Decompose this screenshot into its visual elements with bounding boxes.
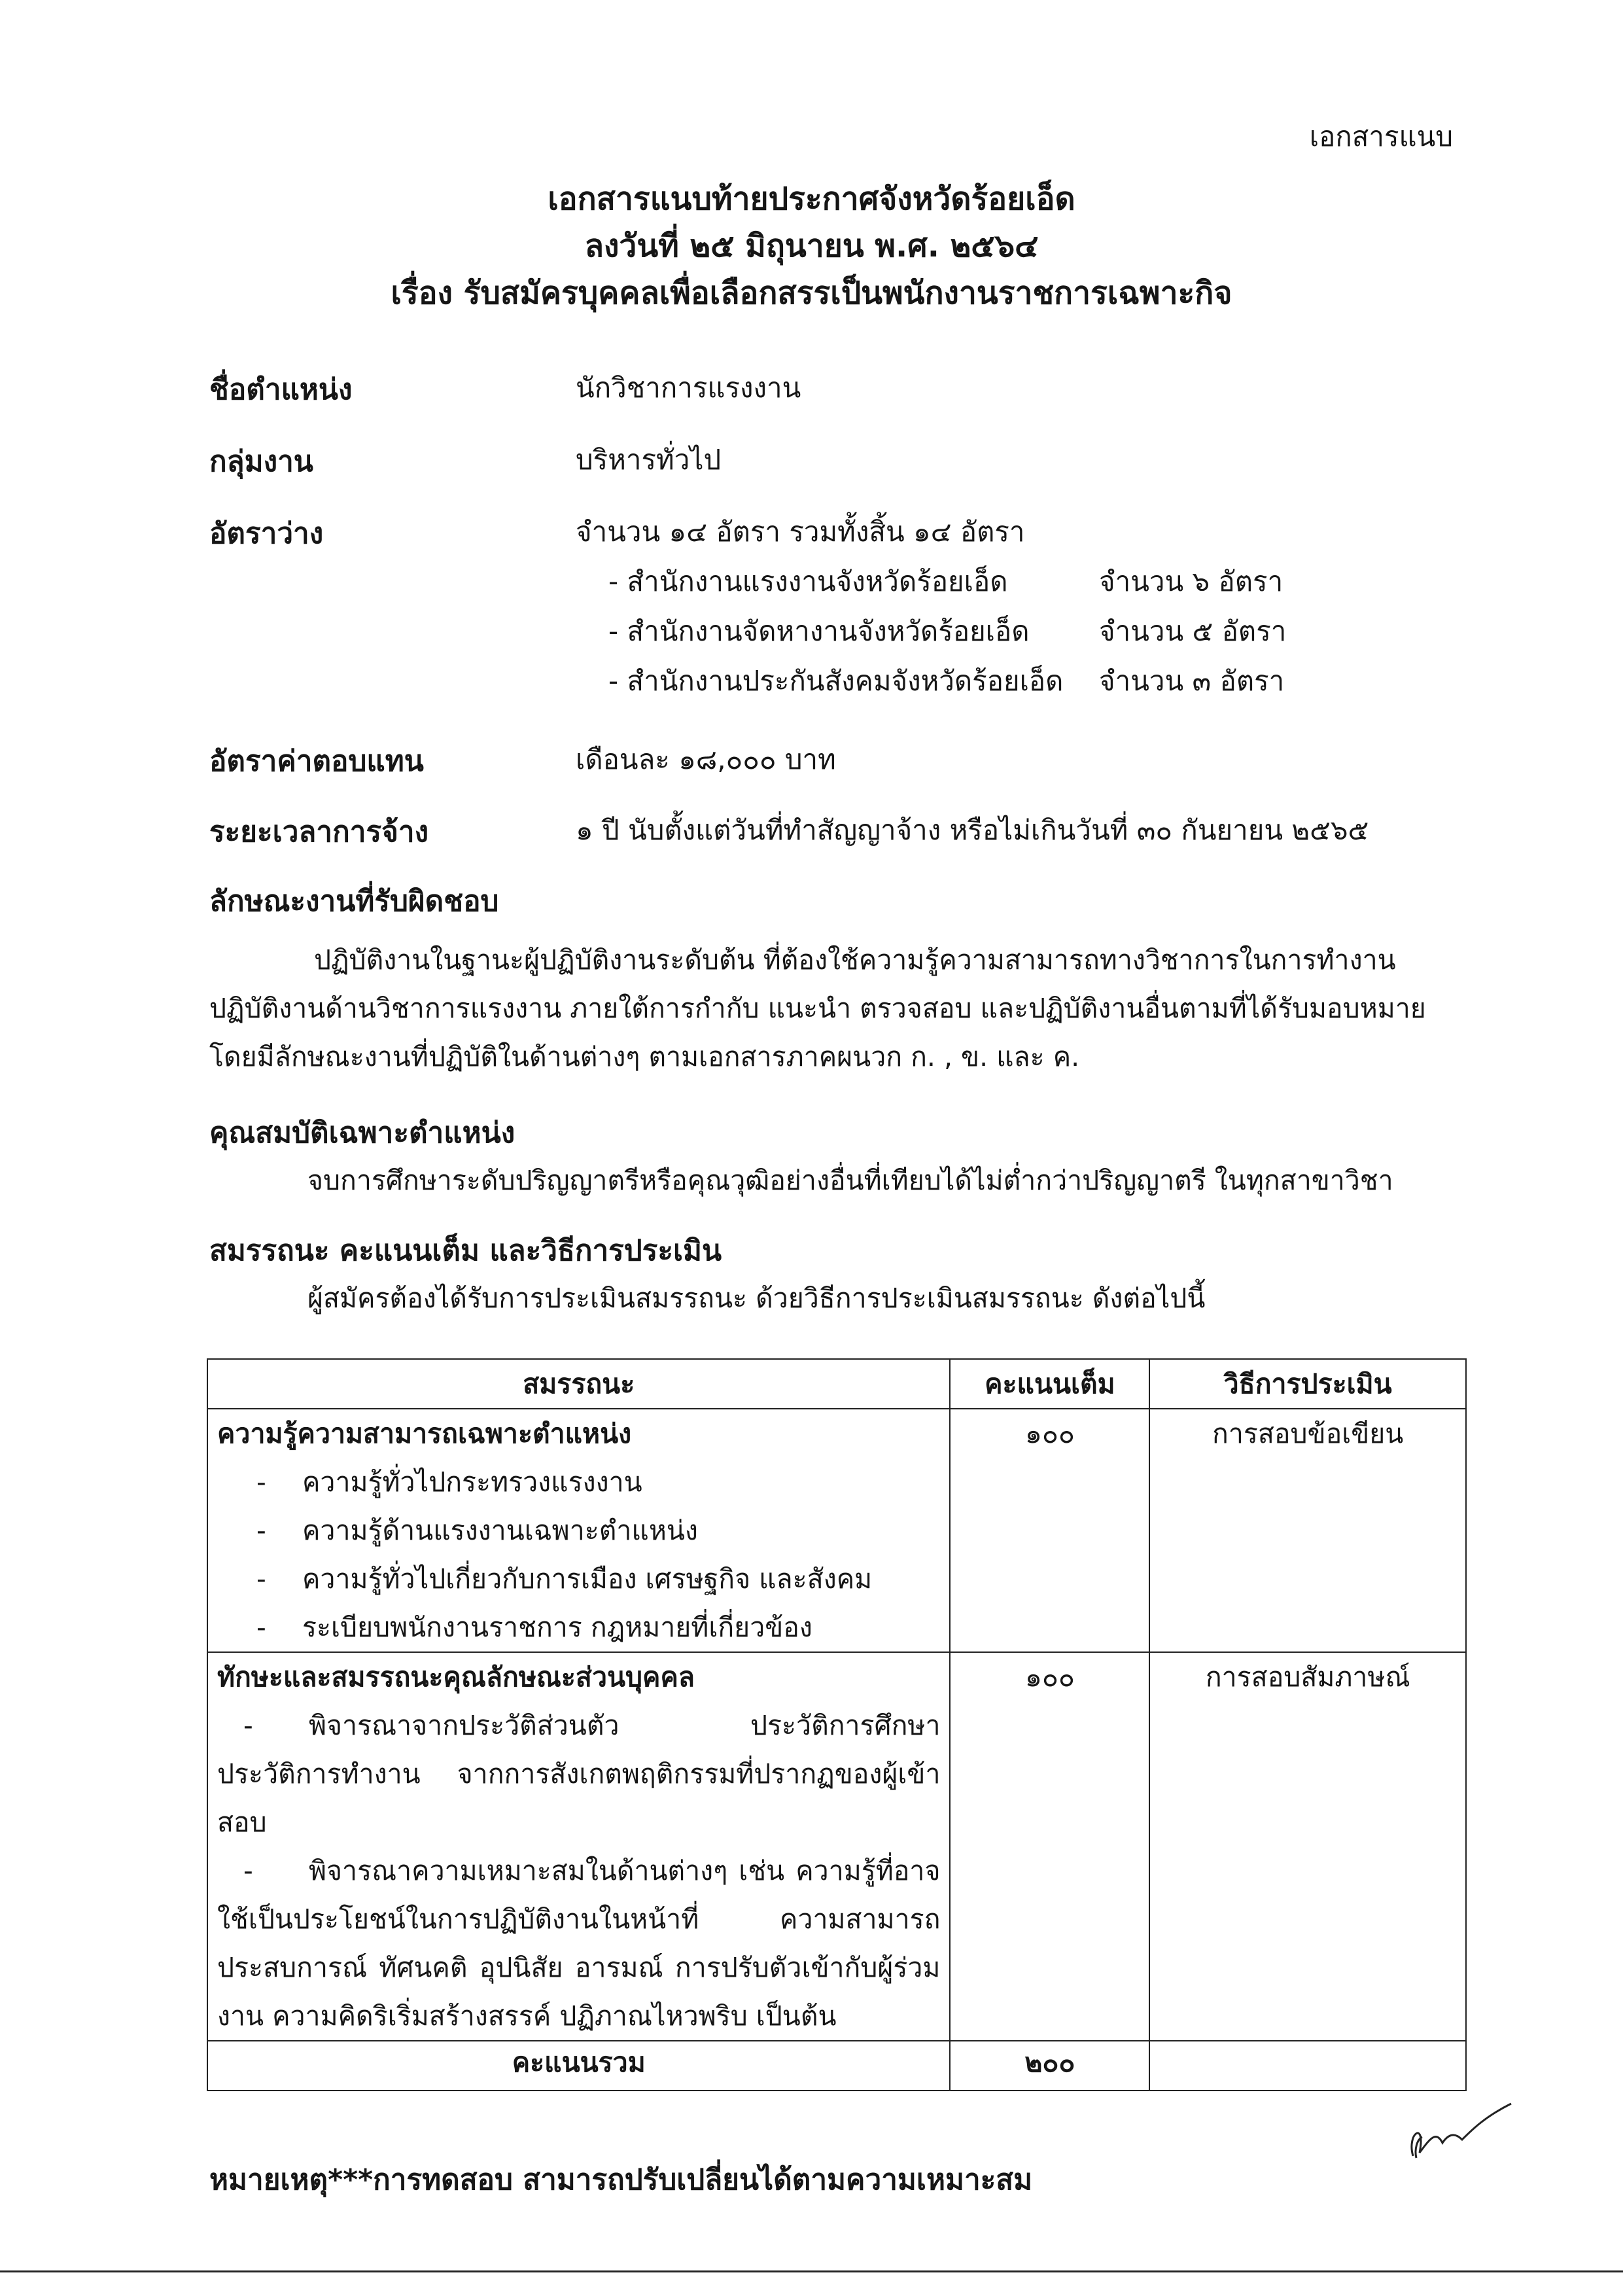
bottom-rule xyxy=(0,2270,1623,2272)
method-value: การสอบสัมภาษณ์ xyxy=(1205,1661,1410,1693)
column-header: คะแนนเต็ม xyxy=(950,1359,1149,1409)
attachment-label: เอกสารแนบ xyxy=(1309,120,1453,152)
position-label: ชื่อตำแหน่ง xyxy=(209,373,353,406)
column-header: สมรรถนะ xyxy=(207,1359,950,1409)
empty-cell xyxy=(1149,2041,1466,2091)
method-cell xyxy=(1149,1652,1466,2041)
vacancy-value: จำนวน ๑๔ อัตรา รวมทั้งสิ้น ๑๔ อัตรา xyxy=(576,516,1025,548)
qualification-text: จบการศึกษาระดับปริญญาตรีหรือคุณวุฒิอย่างอื่นที่เทียบได้ไม่ต่ำกว่าปริญญาตรี ในทุกสาขาวิชา xyxy=(307,1165,1393,1196)
score-cell xyxy=(950,1652,1149,2041)
duties-text xyxy=(209,936,1452,1081)
description: - พิจารณาจากประวัติส่วนตัว ประวัติการศึกษา ประวัติการทำงาน จากการสังเกตพฤติกรรมที่ปรากฏของผู้เข้าสอบ xyxy=(217,1710,941,1838)
competency-table xyxy=(207,1358,1467,2091)
competency-title: สมรรถนะ คะแนนเต็ม และวิธีการประเมิน xyxy=(209,1234,722,1267)
salary-value: เดือนละ ๑๘,๐๐๐ บาท xyxy=(576,743,836,775)
document-heading xyxy=(0,175,1623,317)
total-score: ๒๐๐ xyxy=(950,2041,1149,2091)
group-title: ความรู้ความสามารถเฉพาะตำแหน่ง xyxy=(217,1418,632,1449)
qualification-title: คุณสมบัติเฉพาะตำแหน่ง xyxy=(209,1116,515,1150)
competency-cell xyxy=(207,1652,950,2041)
list-item: - ความรู้ด้านแรงงานเฉพาะตำแหน่ง xyxy=(256,1515,698,1546)
column-header: วิธีการประเมิน xyxy=(1149,1359,1466,1409)
vacancy-label: อัตราว่าง xyxy=(209,517,324,550)
duties-body: ปฏิบัติงานในฐานะผู้ปฏิบัติงานระดับต้น ที่ต้องใช้ความรู้ความสามารถทางวิชาการในการทำงาน ปฏิบัติงานด้านวิชาการแรงงาน ภายใต้การกำกับ แนะนำ ตรวจสอบ และปฏิบัติงานอื่นตามที่ได้รับมอบหมาย โดยมีลักษณะงานที่ปฏิบัติในด้านต่างๆ ตามเอกสารภาคผนวก ก. , ข. และ ค. xyxy=(209,944,1426,1072)
position-value: นักวิชาการแรงงาน xyxy=(576,372,801,404)
group-label: กลุ่มงาน xyxy=(209,445,313,478)
competency-cell xyxy=(207,1409,950,1652)
heading-line-2: ลงวันที่ ๒๕ มิถุนายน พ.ศ. ๒๕๖๔ xyxy=(584,228,1039,264)
office-count: จำนวน ๖ อัตรา xyxy=(1099,565,1283,597)
total-row xyxy=(207,2041,1466,2091)
table-row xyxy=(207,1652,1466,2041)
table-header-row xyxy=(207,1359,1466,1409)
total-label: คะแนนรวม xyxy=(207,2041,950,2091)
duration-label: ระยะเวลาการจ้าง xyxy=(209,815,429,849)
method-cell xyxy=(1149,1409,1466,1652)
duration-value: ๑ ปี นับตั้งแต่วันที่ทำสัญญาจ้าง หรือไม่เกินวันที่ ๓๐ กันยายน ๒๕๖๕ xyxy=(576,814,1369,846)
heading-line-3: เรื่อง รับสมัครบุคคลเพื่อเลือกสรรเป็นพนักงานราชการเฉพาะกิจ xyxy=(391,275,1232,311)
office-count: จำนวน ๕ อัตรา xyxy=(1099,615,1287,647)
score-value: ๑๐๐ xyxy=(1024,1418,1075,1449)
group-title: ทักษะและสมรรถนะคุณลักษณะส่วนบุคคล xyxy=(217,1661,695,1693)
list-item: - ความรู้ทั่วไปกระทรวงแรงงาน xyxy=(256,1466,642,1498)
method-value: การสอบข้อเขียน xyxy=(1212,1418,1404,1449)
group-value: บริหารทั่วไป xyxy=(576,444,722,476)
salary-label: อัตราค่าตอบแทน xyxy=(209,745,424,778)
competency-intro: ผู้สมัครต้องได้รับการประเมินสมรรถนะ ด้วยวิธีการประเมินสมรรถนะ ดังต่อไปนี้ xyxy=(307,1282,1206,1314)
heading-line-1: เอกสารแนบท้ายประกาศจังหวัดร้อยเอ็ด xyxy=(548,181,1075,217)
list-item: - ความรู้ทั่วไปเกี่ยวกับการเมือง เศรษฐกิจ และสังคม xyxy=(256,1563,873,1595)
table-row xyxy=(207,1409,1466,1652)
office-name: - สำนักงานแรงงานจังหวัดร้อยเอ็ด xyxy=(608,565,1008,597)
footnote: หมายเหตุ***การทดสอบ สามารถปรับเปลี่ยนได้ตามความเหมาะสม xyxy=(209,2163,1033,2197)
signature-mark xyxy=(1400,2094,1518,2166)
office-name: - สำนักงานประกันสังคมจังหวัดร้อยเอ็ด xyxy=(608,665,1064,697)
office-count: จำนวน ๓ อัตรา xyxy=(1099,665,1285,697)
description: - พิจารณาความเหมาะสมในด้านต่างๆ เช่น ความรู้ที่อาจใช้เป็นประโยชน์ในการปฏิบัติงานในหน้าที่ ความสามารถ ประสบการณ์ ทัศนคติ อุปนิสัย อารมณ์ การปรับตัวเข้ากับผู้ร่วมงาน ความคิดริเริ่มสร้างสรรค์ ปฏิภาณไหวพริบ เป็นต้น xyxy=(217,1855,941,2032)
office-name: - สำนักงานจัดหางานจังหวัดร้อยเอ็ด xyxy=(608,615,1030,647)
duties-title: ลักษณะงานที่รับผิดชอบ xyxy=(209,885,499,918)
list-item: - ระเบียบพนักงานราชการ กฎหมายที่เกี่ยวข้อง xyxy=(256,1612,812,1643)
score-cell xyxy=(950,1409,1149,1652)
score-value: ๑๐๐ xyxy=(1024,1661,1075,1693)
